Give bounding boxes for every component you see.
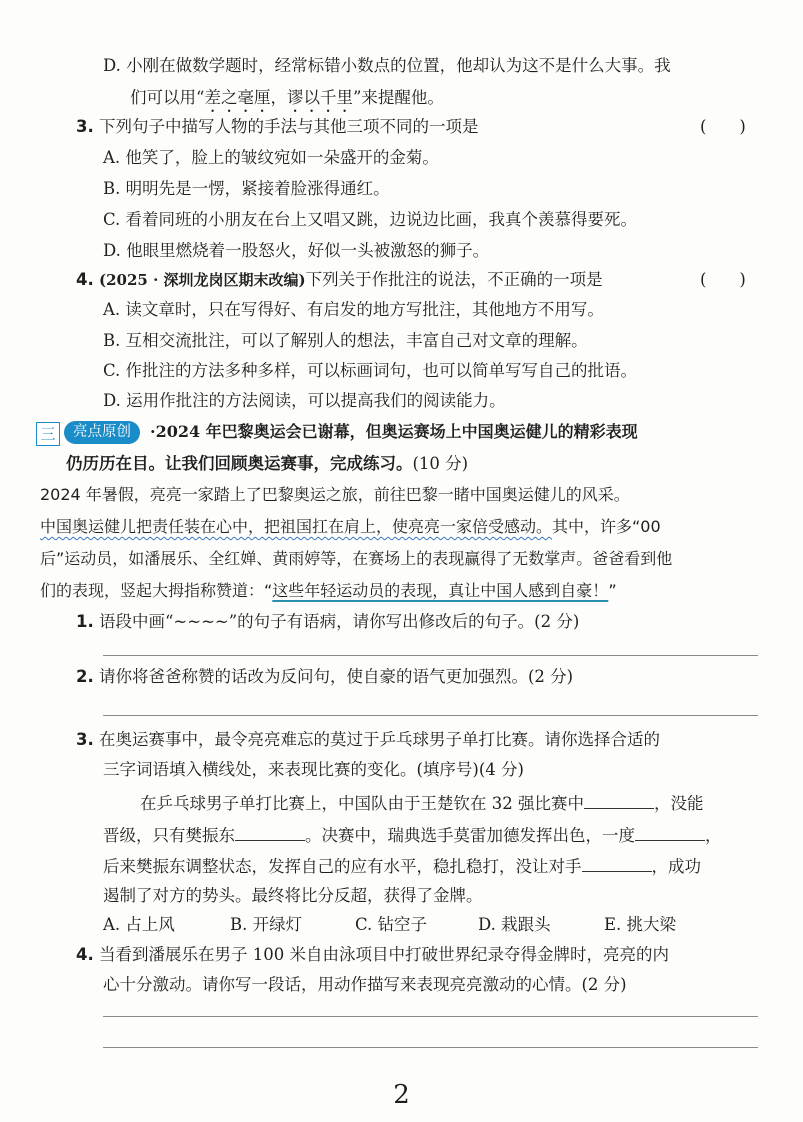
s3-q3-choice-c: C. 钻空子 bbox=[355, 915, 428, 934]
s3-q4-answer-line-2[interactable] bbox=[103, 1047, 758, 1048]
passage-underlined-quote: 这些年轻运动员的表现，真让中国人感到自豪！ bbox=[272, 581, 609, 600]
s3-q4-line1 bbox=[76, 943, 669, 967]
passage-wavy-sentence: 中国奥运健儿把责任装在心中，把祖国扛在肩上，使亮亮一家倍受感动。 bbox=[40, 517, 553, 536]
s3-q4-answer-line-1[interactable] bbox=[103, 1016, 758, 1017]
s3-q3-p1b: ，没能 bbox=[654, 794, 704, 813]
s3-q3-choice-e: E. 挑大梁 bbox=[604, 915, 677, 934]
s3-q3-line1 bbox=[76, 728, 660, 752]
s3-q1 bbox=[76, 610, 579, 634]
s3-q3-para-line3 bbox=[103, 853, 701, 879]
q4-option-d: D. 运用作批注的方法阅读，可以提高我们的阅读能力。 bbox=[103, 391, 506, 410]
section-title-line1: ·2024 年巴黎奥运会已谢幕，但奥运赛场上中国奥运健儿的精彩表现 bbox=[150, 422, 638, 441]
s3-q3-p2c: ， bbox=[705, 826, 722, 845]
s3-q2 bbox=[76, 665, 573, 689]
page-number: 2 bbox=[393, 1080, 410, 1110]
s3-q3-choice-d: D. 栽跟头 bbox=[478, 915, 551, 934]
s3-q3-choice-a: A. 占上风 bbox=[103, 915, 175, 934]
passage-line2-post: 其中，许多“00 bbox=[552, 517, 661, 536]
blank-2[interactable] bbox=[235, 822, 305, 841]
s3-q3-choice-b: B. 开绿灯 bbox=[230, 915, 303, 934]
q3-stem-line bbox=[76, 115, 479, 139]
q4-answer-paren[interactable]: ( ) bbox=[700, 270, 746, 289]
q3-option-c: C. 看着同班的小朋友在台上又唱又跳，边说边比画，我真个羡慕得要死。 bbox=[103, 210, 638, 229]
passage-line2 bbox=[40, 515, 661, 539]
s3-q1-text: 语段中画“~~~~”的句子有语病，请你写出修改后的句子。(2 分) bbox=[99, 612, 580, 631]
s3-q3-p1a: 在乒乓球男子单打比赛上，中国队由于王楚钦在 32 强比赛中 bbox=[140, 794, 584, 813]
q4-option-c: C. 作批注的方法多种多样，可以标画词句，也可以简单写写自己的批语。 bbox=[103, 361, 638, 380]
s3-q2-text: 请你将爸爸称赞的话改为反问句，使自豪的语气更加强烈。(2 分) bbox=[99, 667, 574, 686]
s3-q1-answer-line[interactable] bbox=[103, 655, 758, 656]
s3-q3-p2a: 晋级，只有樊振东 bbox=[103, 826, 235, 845]
q2-option-d-line2 bbox=[130, 86, 444, 116]
s3-q2-number: 2. bbox=[76, 667, 94, 686]
section-badge: 三 bbox=[36, 422, 60, 446]
q3-option-d: D. 他眼里燃烧着一股怒火，好似一头被激怒的狮子。 bbox=[103, 241, 490, 260]
q3-option-a: A. 他笑了，脸上的皱纹宛如一朵盛开的金菊。 bbox=[103, 148, 439, 167]
blank-1[interactable] bbox=[584, 790, 654, 809]
q4-stem: 下列关于作批注的说法，不正确的一项是 bbox=[305, 270, 603, 289]
q4-stem-line bbox=[76, 268, 603, 292]
passage-line4 bbox=[40, 579, 617, 603]
passage-line4-pre: 们的表现，竖起大拇指称赞道：“ bbox=[40, 581, 273, 600]
s3-q2-answer-line[interactable] bbox=[103, 715, 758, 716]
s3-q3-para-line4: 遏制了对方的势头。最终将比分反超，获得了金牌。 bbox=[103, 886, 483, 905]
blank-4[interactable] bbox=[582, 853, 652, 872]
section-title-score: (10 分) bbox=[412, 454, 469, 473]
q2-option-d-pre: 们可以用“ bbox=[130, 88, 205, 107]
s3-q4-line2: 心十分激动。请你写一段话，用动作描写来表现亮亮激动的心情。(2 分) bbox=[103, 975, 627, 994]
q3-option-b: B. 明明先是一愣，紧接着脸涨得通红。 bbox=[103, 179, 390, 198]
passage-line3: 后”运动员，如潘展乐、全红婵、黄雨婷等，在赛场上的表现赢得了无数掌声。爸爸看到他 bbox=[40, 549, 673, 568]
s3-q3-text1: 在奥运赛事中，最令亮亮难忘的莫过于乒乓球男子单打比赛。请你选择合适的 bbox=[99, 730, 660, 749]
q2-option-d-post: ”来提醒他。 bbox=[352, 88, 444, 107]
s3-q3-number: 3. bbox=[76, 730, 94, 749]
section-title-text: 仍历历在目。让我们回顾奥运赛事，完成练习。 bbox=[66, 454, 413, 473]
s3-q4-number: 4. bbox=[76, 945, 94, 964]
s3-q3-p3a: 后来樊振东调整状态，发挥自己的应有水平，稳扎稳打，没让对手 bbox=[103, 857, 582, 876]
q3-answer-paren[interactable]: ( ) bbox=[700, 117, 746, 136]
q3-stem: 下列句子中描写人物的手法与其他三项不同的一项是 bbox=[99, 117, 479, 136]
s3-q1-number: 1. bbox=[76, 612, 94, 631]
q4-source: (2025 · 深圳龙岗区期末改编) bbox=[99, 271, 306, 289]
q2-option-d-idiom: 差之毫厘，谬以千里 bbox=[204, 88, 353, 107]
s3-q3-p2b: 。决赛中，瑞典选手莫雷加德发挥出色，一度 bbox=[305, 826, 635, 845]
section-title-line2 bbox=[66, 452, 468, 476]
q3-number: 3. bbox=[76, 117, 94, 136]
s3-q3-p3b: ，成功 bbox=[651, 857, 701, 876]
q4-number: 4. bbox=[76, 270, 94, 289]
s3-q4-text1: 当看到潘展乐在男子 100 米自由泳项目中打破世界纪录夺得金牌时，亮亮的内 bbox=[99, 945, 669, 964]
passage-line1: 2024 年暑假，亮亮一家踏上了巴黎奥运之旅，前往巴黎一睹中国奥运健儿的风采。 bbox=[40, 485, 630, 504]
q4-option-a: A. 读文章时，只在写得好、有启发的地方写批注，其他地方不用写。 bbox=[103, 300, 604, 319]
s3-q3-line2: 三字词语填入横线处，来表现比赛的变化。(填序号)(4 分) bbox=[103, 760, 524, 779]
blank-3[interactable] bbox=[635, 822, 705, 841]
s3-q3-para-line2 bbox=[103, 822, 722, 848]
q2-option-d-line1: D. 小刚在做数学题时，经常标错小数点的位置，他却认为这不是什么大事。我 bbox=[103, 56, 671, 75]
s3-q3-para-line1 bbox=[140, 790, 704, 816]
q4-option-b: B. 互相交流批注，可以了解别人的想法，丰富自己对文章的理解。 bbox=[103, 331, 588, 350]
section-tag: 亮点原创 bbox=[64, 421, 140, 444]
passage-line4-post: ” bbox=[608, 581, 617, 600]
